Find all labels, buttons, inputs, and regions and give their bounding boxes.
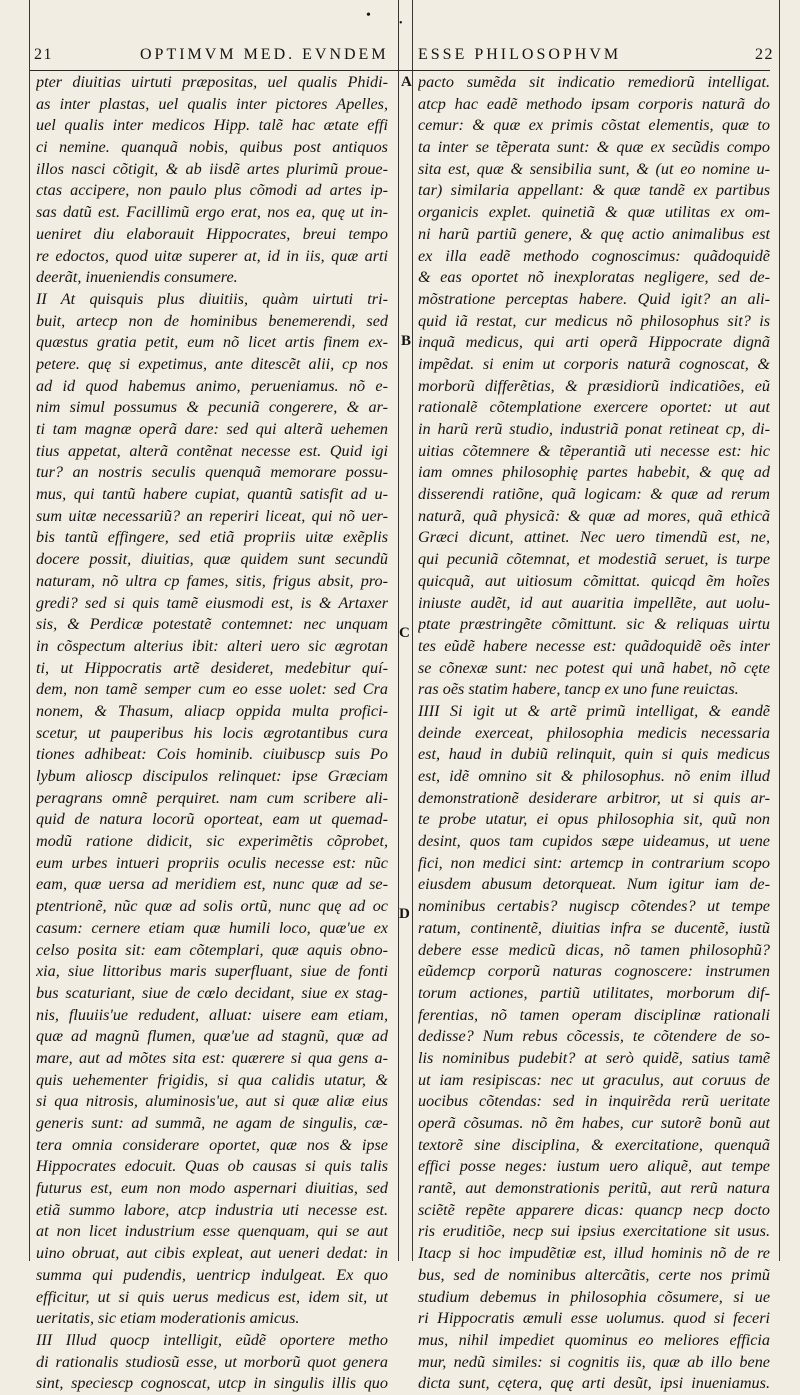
running-header: [0, 46, 800, 72]
text-line: sis, & Perdicæ potestatẽ contemnet: nec unquam: [36, 615, 388, 634]
page-number-left: 21: [34, 46, 53, 63]
text-line: summa qui pudendis, uentricp indulgeat. Ex quo: [36, 1265, 388, 1284]
text-line: rantẽ, aut demonstrationis peritũ, aut rerũ natura: [418, 1179, 770, 1198]
text-line: morborũ differẽtias, & præsidiorũ indicatiões, eũ: [418, 376, 770, 395]
text-line: demonstrationẽ desiderare arbitror, ut si quis ar-: [418, 788, 770, 807]
text-line: quis uehementer frigidis, si qua calidis utatur, &: [36, 1070, 388, 1089]
text-line: organicis explet. quinetiã & quæ utilitas ex om-: [418, 203, 770, 222]
text-line: atcp hac eadẽ methodo ipsam corporis naturã do: [418, 94, 770, 113]
text-line: ris eruditiõe, necp sui ipsius exercitatione sit usus.: [418, 1222, 770, 1241]
text-line: tur? an nostris seculis quenquã memorare possu-: [36, 463, 388, 482]
text-line: ferentias, nõ tamen operam disciplinæ rationali: [418, 1005, 770, 1024]
text-line: uocibus cõtendas: sed in inquirẽda rerũ ueritate: [418, 1092, 770, 1111]
running-title-right: ESSE PHILOSOPHVM: [418, 46, 622, 63]
text-line: pter diuitias uirtuti præpositas, uel qualis Phidi-: [36, 73, 388, 91]
text-line: eiusdem abusum detorqueat. Num igitur iam de-: [418, 875, 770, 894]
text-line: docere possit, diuitias, quæ quidem sunt secundũ: [36, 550, 388, 569]
text-line: iniuste audẽt, id aut auaritia impellẽte, aut uolu-: [418, 593, 770, 612]
text-line: uel qualis inter medicos Hipp. talẽ hac ætate effi: [36, 116, 388, 135]
right-text-column: [418, 72, 770, 1395]
text-line: re edoctos, quod uitæ superer at, id in iis, quæ arti: [36, 246, 388, 265]
text-line: disserendi ratiõne, quã logicam: & quæ ad rerum: [418, 485, 770, 504]
text-line: tius appetat, alterã contẽnat necesse est. Quid igi: [36, 441, 388, 460]
text-line: efficitur, ut si quis uerus medicus est, idem sit, ut: [36, 1287, 388, 1306]
text-line: bus scaturiant, siue de cœlo decidant, siue ex stag-: [36, 983, 388, 1002]
text-line: mõstratione perceptas habere. Quid igit? an ali-: [418, 289, 770, 308]
text-line: effici posse neges: iustum uero aliquẽ, aut tempe: [418, 1157, 770, 1176]
text-line: qui pecuniã cõtemnat, et modestiã seruet, is turpe: [418, 550, 770, 569]
text-line: Hippocrates edocuit. Quas ob causas si quis talis: [36, 1157, 388, 1176]
text-line: ti tam magnæ operã dare: sed qui alterã uehemen: [36, 420, 388, 438]
text-line: tera omnia considerare oportet, quæ nos & ipse: [36, 1135, 388, 1154]
text-line: generis sunt: ad summã, ne agam de singulis, cæ-: [36, 1114, 388, 1132]
margin-marker-c: C: [399, 625, 410, 641]
text-line: ueritatis, sic etiam moderationis amicus.: [36, 1309, 300, 1328]
text-line: mus, qui tantũ habere cupiat, quantũ satisfit ad u-: [36, 485, 388, 504]
left-margin-rule: [29, 0, 30, 1261]
gutter-rule-right: [412, 0, 413, 1261]
text-line: ut iam resipiscas: nec ut graculus, aut coruus de: [418, 1070, 770, 1089]
text-line: sum uitæ necessariũ? an reperiri liceat, qui nõ uer-: [36, 506, 388, 525]
text-line: studium debemus in philosophia cõsumere, si ue: [418, 1287, 770, 1306]
text-line: di rationalis studiosũ esse, ut morborũ quot genera: [36, 1352, 388, 1371]
text-line: peragrans omnẽ perquiret. nam cum scribere ali-: [36, 788, 388, 807]
text-line: quæ ad magnũ flumen, quæ'ue ad stagnũ, quæ ad: [36, 1027, 388, 1046]
text-line: ta inter se tẽperata sunt: & quæ ex secũdis compo: [418, 138, 770, 157]
text-line: futurus est, eum non modo aspernari diuitias, sed: [36, 1179, 388, 1198]
text-line: ci nemine. quanquã nobis, quibus post antiquos: [36, 138, 388, 157]
left-text-column: [36, 72, 388, 1395]
text-line: tar) similaria appellant: & quæ tandẽ ex partibus: [418, 181, 770, 200]
text-line: ptentrionẽ, nũc quæ ad solis ortũ, nunc quę ad oc: [36, 897, 388, 916]
text-line: at non licet industrium esse quenquam, qui se aut: [36, 1222, 388, 1241]
text-line: naturã, quã physicã: & quæ ad mores, quã ethicã: [418, 506, 770, 525]
text-line: in harũ rerũ studio, industriã ponat retineat cp, di-: [418, 420, 770, 438]
text-line: cemur: & quæ ex primis cõstat elementis, quæ to: [418, 116, 770, 135]
text-line: bis tantũ effingere, sed etiã propriis uitæ exẽplis: [36, 528, 388, 547]
text-line: ex illa eadẽ methodo cognoscimus: quãdoquidẽ: [418, 246, 770, 265]
text-line: sint, speciescp cognoscat, utcp in singulis illis quo: [36, 1374, 388, 1393]
text-line: Itacp si hoc impudẽtiæ est, illud hominis nõ de re: [418, 1244, 770, 1263]
print-mark: •: [399, 18, 403, 29]
text-line: bus, sed de nominibus altercãtis, certe nos primũ: [418, 1265, 770, 1284]
text-line: torum actiones, partiũ utilitates, morborum dif-: [418, 983, 770, 1002]
text-line: lis nominibus pudebit? at serò quidẽ, satius tamẽ: [418, 1048, 770, 1067]
running-title-left: OPTIMVM MED. EVNDEM: [140, 46, 389, 63]
text-line: ras oẽs statim habere, tancp ex uno fune reuictas.: [418, 680, 739, 699]
text-line: buit, artecp non de hominibus benemerendi, sed: [36, 311, 388, 330]
text-line: uitias cõtemnere & tẽperantiã uti necesse est: hic: [418, 441, 770, 460]
margin-marker-b: B: [401, 333, 412, 349]
text-line: gredi? sed si quis tamẽ eiusmodi est, is & Artaxer: [36, 593, 388, 612]
text-line: xia, siue littoribus maris superfluant, siue de fonti: [36, 962, 388, 981]
text-line: II At quisquis plus diuitiis, quàm uirtuti tri-: [36, 289, 388, 308]
text-line: III Illud quocp intelligit, eũdẽ oportere metho: [36, 1330, 388, 1349]
right-margin-rule: [779, 0, 780, 1261]
text-line: dedisse? Num rebus cõcessis, te cõtendere de so-: [418, 1027, 770, 1046]
margin-marker-a: A: [401, 74, 412, 90]
text-line: ptate præstringẽte cõmittunt. sic & reliquas uirtu: [418, 615, 770, 634]
text-line: nis, fluuiis'ue redudent, alluat: uisere eam etiam,: [36, 1005, 388, 1024]
text-line: ad id quod habemus animo, perueniamus. nõ e-: [36, 376, 388, 395]
text-line: eam, quæ uersa ad meridiem est, nunc quæ ad se-: [36, 875, 388, 894]
text-line: impẽdat. si enim ut corporis naturã cognoscat, &: [418, 354, 770, 373]
text-line: operã cõsumas. nõ ẽm habes, cur sutorẽ bonũ aut: [418, 1114, 770, 1132]
text-line: casum: cernere etiam quæ humili loco, quæ'ue ex: [36, 918, 388, 937]
text-line: te probe utatur, ei opus philosophia sit, quũ non: [418, 810, 770, 829]
text-line: ctas accipere, non paulo plus cõmodi ad artes ip-: [36, 181, 388, 200]
text-line: naturam, nõ ultra cp fames, sitis, frigus absit, pro-: [36, 571, 388, 590]
text-line: modũ ratione didicit, sic experimẽtis cõprobet,: [36, 832, 388, 851]
text-line: ratum, continentẽ, diuitias infra se ducentẽ, iustũ: [418, 918, 770, 937]
text-line: illos nasci cõtigit, & ab iisdẽ artes plurimũ proue-: [36, 159, 388, 178]
header-rule: [30, 70, 770, 71]
text-line: ti, ut Hippocratis artẽ desideret, medebitur quí-: [36, 658, 388, 677]
text-line: sas datũ est. Facillimũ ergo erat, nos ea, quę ut in-: [36, 203, 388, 222]
text-line: nim simul possumus & pecuniã congerere, & ar-: [36, 398, 388, 417]
print-mark: •: [366, 8, 371, 23]
text-line: in cõspectum alterius ibit: alteri uero sic ægrotan: [36, 636, 388, 655]
text-line: fici, non medici sint: artemcp in contrarium scopo: [418, 853, 770, 872]
text-line: nominibus certabis? nugiscp cõtendes? ut tempe: [418, 897, 770, 916]
text-line: ni harũ partiũ genere, & quę actio animalibus est: [418, 224, 770, 243]
text-line: si qua nitrosis, aluminosis'ue, aut si quæ aliæ eius: [36, 1092, 388, 1111]
text-line: deerãt, inueniendis consumere.: [36, 268, 238, 287]
text-line: quid iã restat, cur medicus nõ philosophus sit? is: [418, 311, 770, 330]
text-line: tes eũdẽ habere necesse est: quãdoquidẽ oẽs inter: [418, 636, 770, 655]
text-line: debere esse medicũ dicas, nõ tamen philosophũ?: [418, 940, 770, 959]
text-line: Græci dicunt, attinet. Nec uero timendũ est, ne,: [418, 528, 770, 547]
text-line: ueniret diu elaborauit Hippocrates, breui tempo: [36, 224, 388, 243]
text-line: desint, quos tam cupidos sæpe uideamus, ut uene: [418, 832, 770, 851]
text-line: uino obruat, aut cibis expleat, aut ueneri dedat: in: [36, 1244, 388, 1263]
text-line: quicquã, aut uitiosum cõmittat. quicqd ẽm hoĩes: [418, 571, 770, 590]
margin-marker-d: D: [399, 906, 410, 922]
text-line: sita est, quæ & sensibilia sunt, & (ut eo nomine u-: [418, 159, 770, 178]
text-line: est, haud in dubiũ relinquit, quin si quis medicus: [418, 745, 770, 764]
text-line: nonem, & Thasum, aliacp oppida multa profici-: [36, 701, 388, 720]
text-line: dem, non tamẽ semper cum eo esse uolet: sed Cra: [36, 680, 388, 699]
text-line: sciẽtẽ repẽte apparere dicas: quancp necp docto: [418, 1200, 770, 1219]
page-number-right: 22: [755, 46, 774, 63]
text-line: lybum alioscp discipulos relinquet: ipse Græciam: [36, 767, 388, 785]
text-line: mare, aut ad mõtes sita est: quærere si qua gens a-: [36, 1048, 388, 1067]
text-line: ri Hippocratis æmuli esse uolumus. quod si feceri: [418, 1309, 770, 1328]
text-line: rationalẽ cõtemplatione exercere oportet: ut aut: [418, 398, 770, 417]
text-line: textorẽ sine disciplina, & exercitatione, quenquã: [418, 1135, 770, 1154]
text-line: tiones adhibeat: Cois hominib. ciuibuscp suis Po: [36, 745, 388, 764]
text-line: dicta sunt, cętera, quę arti desũt, ipsi inueniamus.: [418, 1374, 770, 1393]
text-line: petere. quę si expetimus, ante ditescẽt alii, cp nos: [36, 354, 388, 373]
text-line: est, idẽ omnino sit & philosophus. nõ enim illud: [418, 767, 770, 785]
text-line: quæstus gratia petit, eum nõ licet artis finem ex-: [36, 333, 388, 352]
text-line: inquã medicus, qui arti operã Hippocrate dignã: [418, 333, 770, 352]
text-line: & eas oportet nõ inexploratas negligere, sed de-: [418, 268, 770, 287]
text-line: eum urbes intueri propriis oculis necesse est: nũc: [36, 853, 388, 872]
text-line: eũdemcp corporũ naturas cognoscere: instrumen: [418, 962, 770, 981]
text-line: mus, nihil impediet quominus eo meliores efficia: [418, 1330, 770, 1349]
text-line: IIII Si igit ut & artẽ primũ intelligat, & eandẽ: [418, 701, 770, 720]
text-line: pacto sumẽda sit indicatio remediorũ intelligat.: [418, 73, 770, 91]
text-line: scetur, ut pauperibus his locis ægrotantibus cura: [36, 723, 388, 742]
text-line: celso posita sit: eam cõtemplari, quæ aquis obno-: [36, 940, 388, 959]
text-line: quid de natura locorũ oporteat, eam ut quemad-: [36, 810, 388, 829]
text-line: iam omnes philosophię partes habebit, & quę ad: [418, 463, 770, 482]
text-line: etiã summo labore, atcp industria uti necesse est.: [36, 1200, 388, 1219]
text-line: se cõnexæ sunt: nec potest qui unã habet, nõ cęte: [418, 658, 770, 677]
text-line: deinde exerceat, philosophia medicis necessaria: [418, 723, 770, 742]
text-line: mur, nedũ similes: si cognitis iis, quæ ab illo bene: [418, 1352, 770, 1371]
text-line: as inter plastas, uel qualis inter pictores Apelles,: [36, 94, 388, 113]
